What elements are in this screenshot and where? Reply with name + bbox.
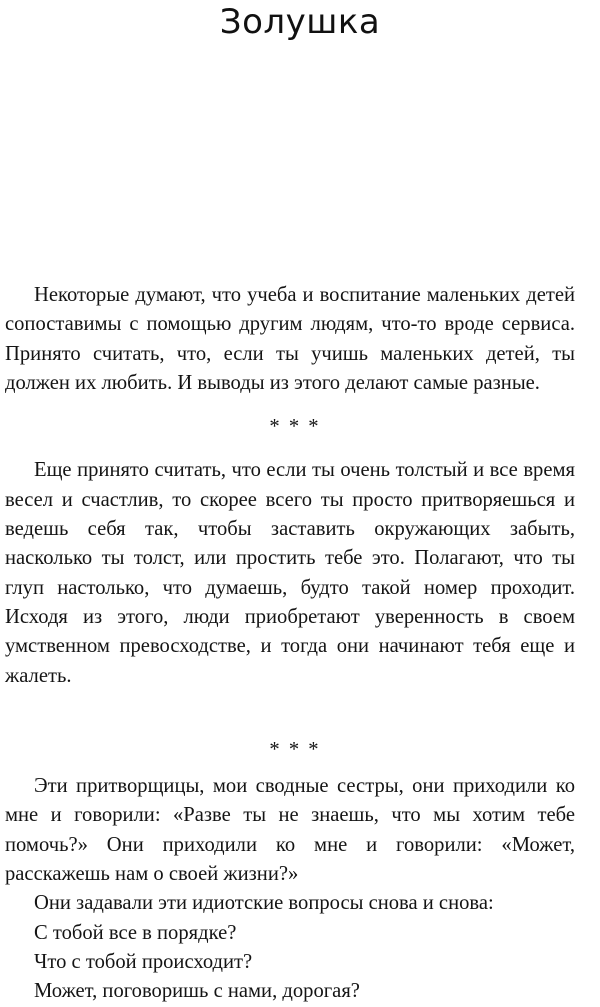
paragraph-3: Эти притворщицы, мои сводные сестры, они приходили ко мне и говорили: «Разве ты не знаешь, что мы хотим тебе помочь?» Они приходили ко мне и говорили: «Может, расскажешь нам о своей жизни?»	[5, 775, 575, 886]
text-line-4: Может, поговоришь с нами, дорогая?	[34, 980, 360, 1003]
chapter-title: Золушка	[219, 2, 381, 42]
text-line-2: С тобой все в порядке?	[34, 921, 237, 944]
paragraph-2: Еще принято считать, что если ты очень толстый и все время весел и счастлив, то скорее всего ты просто притворяешься и ведешь себя так, чтобы заставить окружающих забыть, насколько ты толст, или простить тебе это. Полагают, что ты глуп настолько, что думаешь, будто такой номер проходит. Исходя из этого, люди приобретают уверенность в своем умственном превосходстве, и тогда они начинают тебя еще и жалеть.	[5, 459, 575, 687]
text-line-3: Что с тобой происходит?	[34, 950, 253, 973]
section-separator-1: * * *	[269, 416, 321, 439]
chapter-body	[5, 281, 575, 1007]
paragraph-1: Некоторые думают, что учеба и воспитание маленьких детей сопоставимы с помощью другим людям, что-то вроде сервиса. Принято считать, что, если ты учишь маленьких детей, ты должен их любить. И выводы из этого делают самые разные.	[5, 284, 575, 394]
section-separator-2: * * *	[269, 738, 321, 761]
text-line-1: Они задавали эти идиотские вопросы снова и снова:	[34, 892, 494, 915]
